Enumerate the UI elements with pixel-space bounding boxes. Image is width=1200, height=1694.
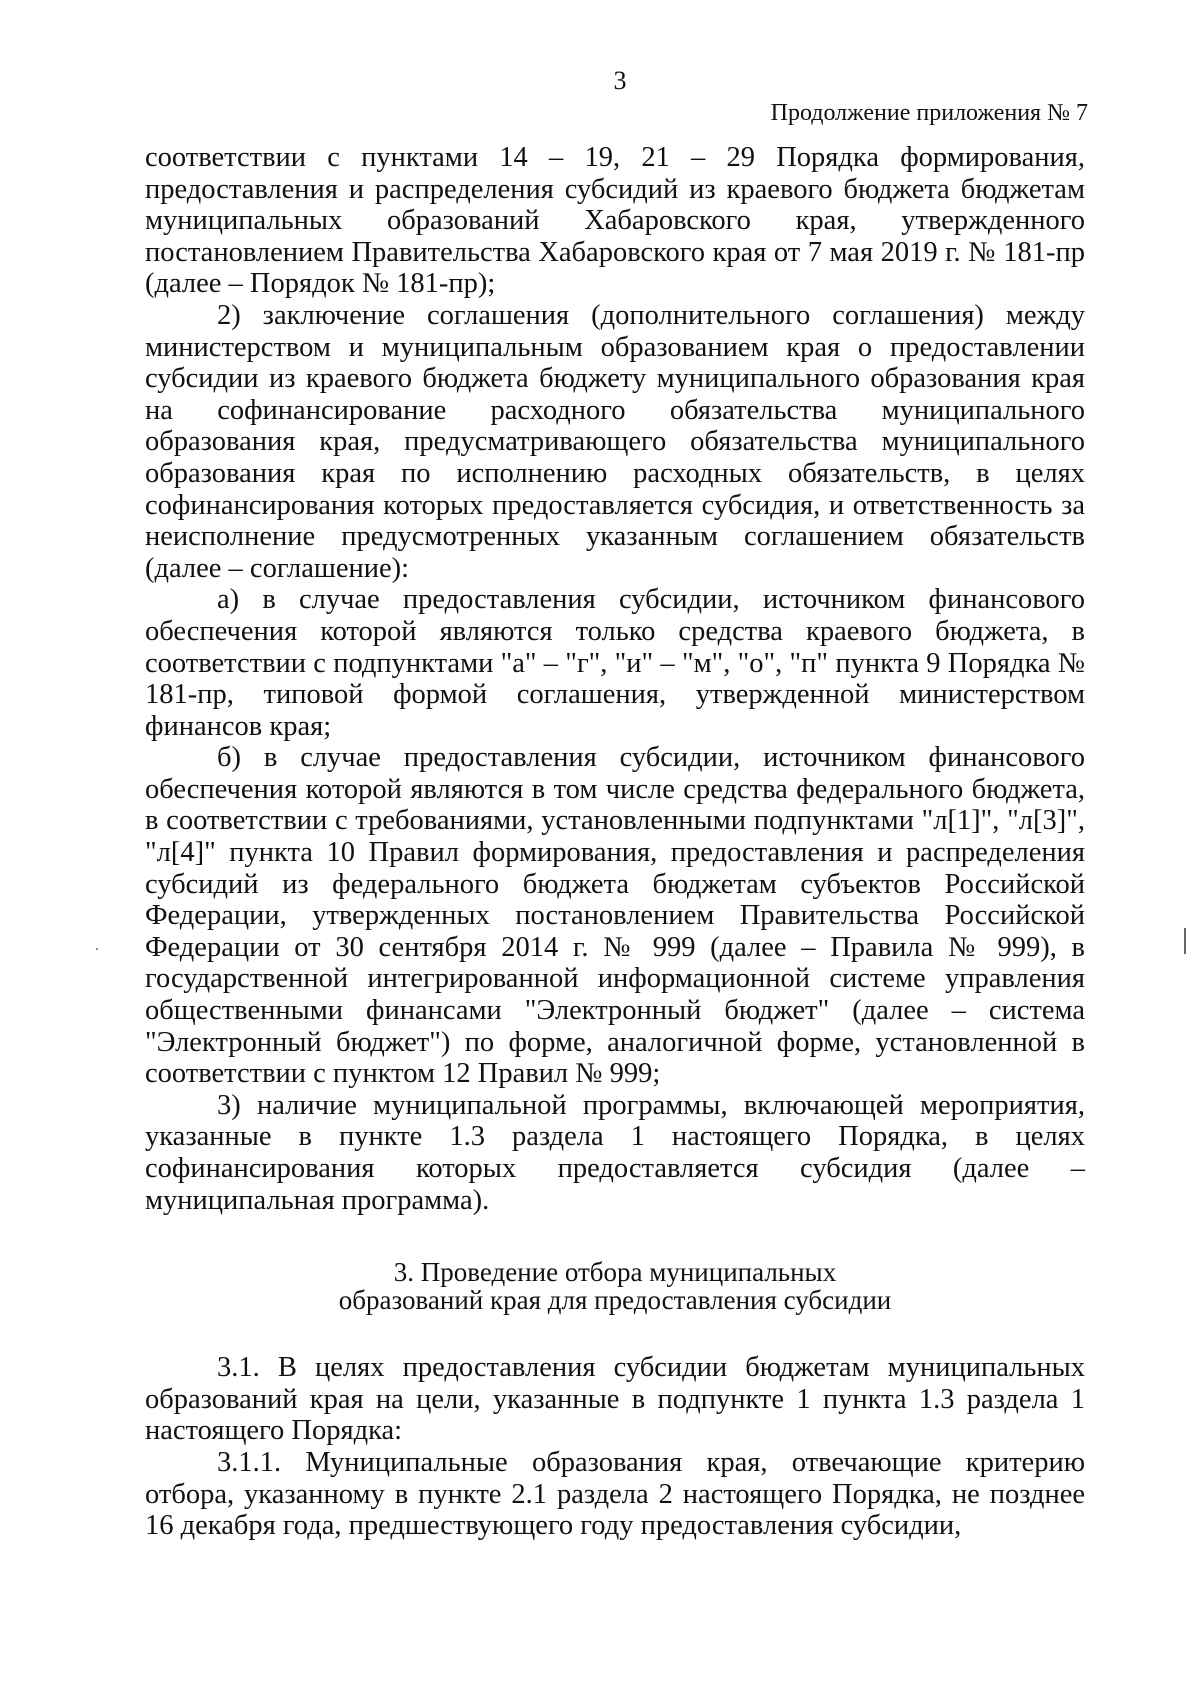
- document-body: [145, 142, 1085, 1542]
- paragraph-continued-text: соответствии с пунктами 14 – 19, 21 – 29 Порядка формирования, предоставления и распределения субсидий из краевого бюджета бюджетам муниципальных образований Хабаровского края, утвержденного постановлением Правительства Хабаровского края от 7 мая 2019 г. № 181-пр (далее – Порядок № 181-пр);: [145, 142, 1085, 300]
- section-3-heading: [145, 1258, 1085, 1314]
- paragraph-subitem-b: б) в случае предоставления субсидии, источником финансового обеспечения которой являются в том числе средства федерального бюджета, в соответствии с требованиями, установленными подпунктами "л[1]", "л[3]", "л[4]" пункта 10 Правил формирования, предоставления и распределения субсидий из федерального бюджета бюджетам субъектов Российской Федерации, утвержденных постановлением Правительства Российской Федерации от 30 сентября 2014 г. № 999 (далее – Правила № 999), в государственной интегрированной информационной системе управления общественными финансами "Электронный бюджет" (далее – система "Электронный бюджет") по форме, аналогичной форме, установленной в соответствии с пунктом 12 Правил № 999;: [145, 742, 1085, 1090]
- scan-artifact-dot: [96, 948, 98, 950]
- paragraph-3-1-1: 3.1.1. Муниципальные образования края, отвечающие критерию отбора, указанному в пункте 2.1 раздела 2 настоящего Порядка, не позднее 16 декабря года, предшествующего году предоставления субсидии,: [145, 1446, 1085, 1542]
- appendix-continuation-label: Продолжение приложения № 7: [770, 100, 1088, 126]
- scan-artifact-right-edge: [1184, 928, 1186, 954]
- paragraph-subitem-a: а) в случае предоставления субсидии, источником финансового обеспечения которой являются только средства краевого бюджета, в соответствии с подпунктами "а" – "г", "и" – "м", "о", "п" пункта 9 Порядка № 181-пр, типовой формой соглашения, утвержденной министерством финансов края;: [145, 584, 1085, 742]
- paragraph-item-3: 3) наличие муниципальной программы, включающей мероприятия, указанные в пункте 1.3 раздела 1 настоящего Порядка, в целях софинансирования которых предоставляется субсидия (далее – муниципальная программа).: [145, 1089, 1085, 1216]
- section-3-heading-line-2: образований края для предоставления субсидии: [338, 1285, 892, 1316]
- page-number: 3: [613, 66, 627, 95]
- paragraph-item-2: 2) заключение соглашения (дополнительного соглашения) между министерством и муниципальным образованием края о предоставлении субсидии из краевого бюджета бюджету муниципального образования края на софинансирование расходного обязательства муниципального образования края, предусматривающего обязательства муниципального образования края по исполнению расходных обязательств, в целях софинансирования которых предоставляется субсидия, и ответственность за неисполнение предусмотренных указанным соглашением обязательств (далее – соглашение):: [145, 299, 1085, 584]
- section-3-heading-line-1: 3. Проведение отбора муниципальных: [393, 1257, 837, 1288]
- paragraph-3-1: 3.1. В целях предоставления субсидии бюджетам муниципальных образований края на цели, указанные в подпункте 1 пункта 1.3 раздела 1 настоящего Порядка:: [145, 1352, 1085, 1447]
